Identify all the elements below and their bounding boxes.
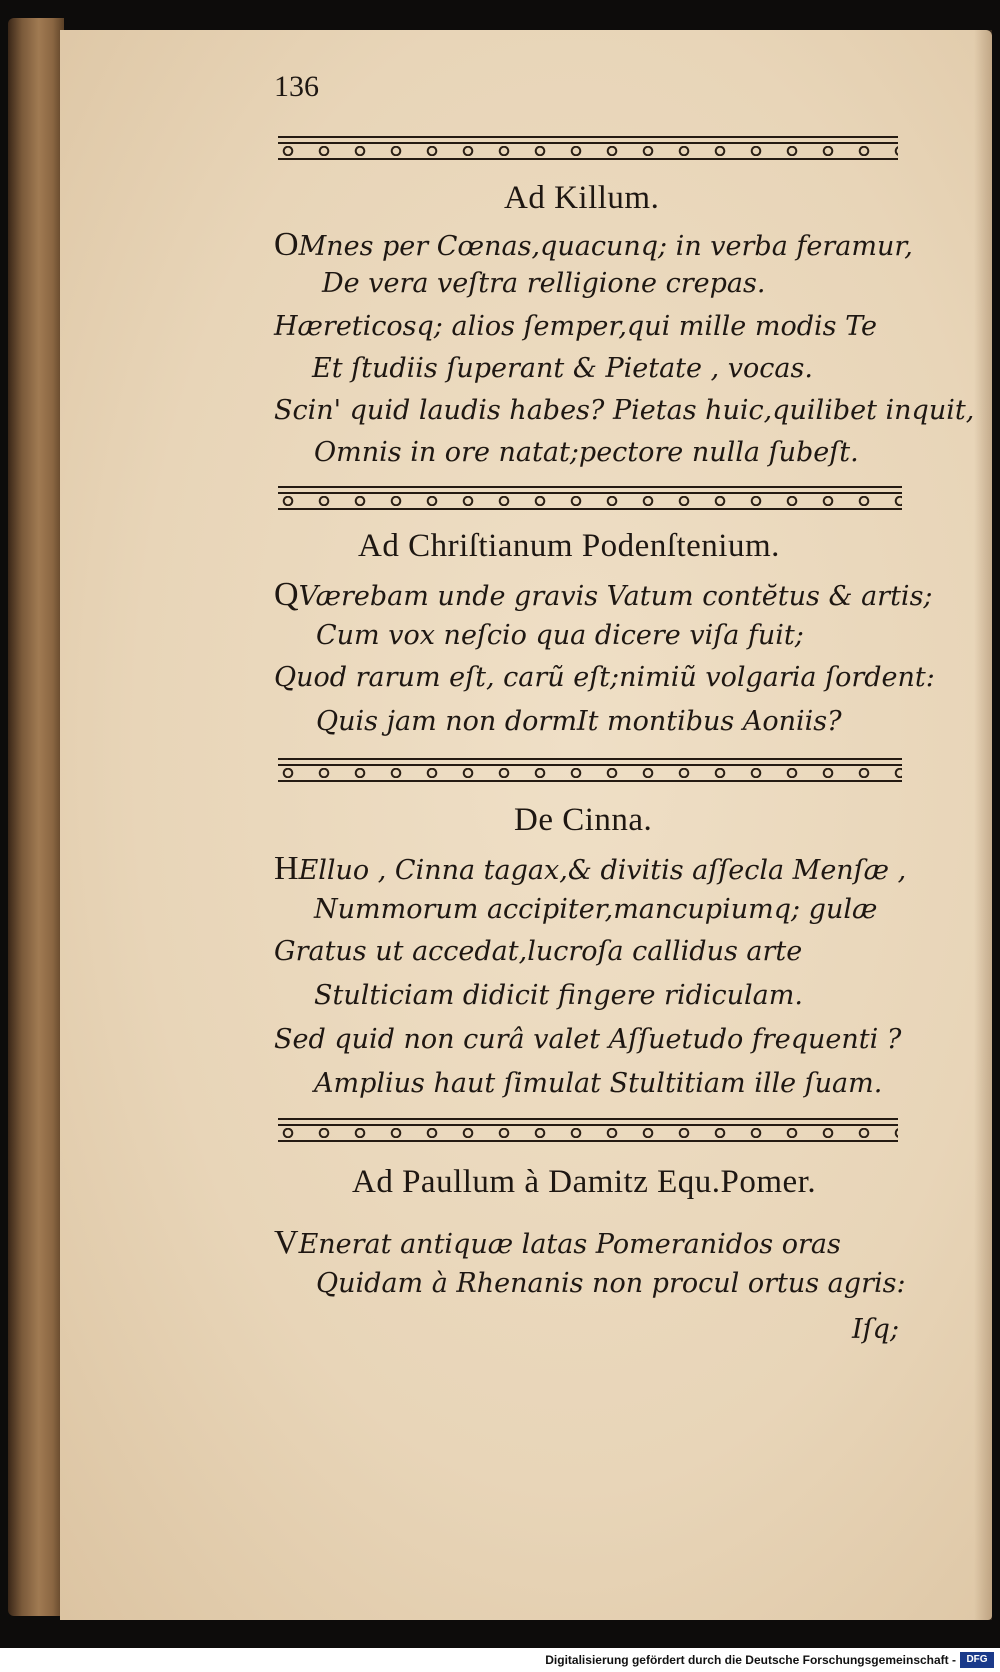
verse-line: Sed quid non curâ valet Aſſuetudo frequenti ? xyxy=(274,1024,902,1055)
verse-line: Hæreticosq; alios ſemper,qui mille modis Te xyxy=(274,311,877,342)
drop-initial: V xyxy=(274,1224,299,1261)
dfg-logo-icon: DFG xyxy=(960,1652,994,1668)
verse-line: Quis jam non dormIt montibus Aoniis? xyxy=(316,706,842,737)
verse-line: Omnis in ore natat;pectore nulla ſubeſt. xyxy=(314,437,859,468)
poem-heading: Ad Paullum à Damitz Equ.Pomer. xyxy=(352,1164,817,1200)
ornamental-rule xyxy=(278,1114,898,1144)
catchword: Iſq; xyxy=(852,1314,900,1345)
ornamental-rule xyxy=(278,754,902,784)
page-gutter-shadow xyxy=(974,30,992,1620)
verse-line: OMnes per Cœnas,quacunq; in verba feramur, xyxy=(274,226,913,263)
drop-initial: Q xyxy=(274,576,299,613)
verse-line: Quod rarum eſt, carũ eſt;nimiũ volgaria ſordent: xyxy=(274,662,935,693)
drop-initial: O xyxy=(274,226,299,263)
verse-line: QVærebam unde gravis Vatum contĕtus & artis; xyxy=(274,576,933,613)
drop-initial: H xyxy=(274,850,299,887)
verse-line: Gratus ut accedat,lucroſa callidus arte xyxy=(274,936,803,967)
verse-line: Scin' quid laudis habes? Pietas huic,quilibet inquit, xyxy=(274,395,975,426)
footer-bar xyxy=(0,1648,1000,1672)
verse-line: Nummorum accipiter,mancupiumq; gulæ xyxy=(314,894,878,925)
ornamental-rule xyxy=(278,482,902,512)
book-page xyxy=(60,30,992,1620)
page-number: 136 xyxy=(274,70,319,103)
poem-heading: De Cinna. xyxy=(514,802,653,838)
poem-heading: Ad Killum. xyxy=(504,180,660,216)
ornamental-rule xyxy=(278,132,898,162)
poem-heading: Ad Chriſtianum Podenſtenium. xyxy=(358,528,780,564)
book-page-edges xyxy=(8,18,64,1616)
funding-credit: Digitalisierung gefördert durch die Deutsche Forschungsgemeinschaft - xyxy=(545,1653,956,1667)
verse-line: VEnerat antiquæ latas Pomeranidos oras xyxy=(274,1224,841,1261)
verse-line: De vera veſtra relligione crepas. xyxy=(322,268,766,299)
verse-line: Quidam à Rhenanis non procul ortus agris: xyxy=(316,1268,906,1299)
verse-line: Stulticiam didicit fingere ridiculam. xyxy=(314,980,803,1011)
verse-line: Amplius haut ſimulat Stultitiam ille ſuam. xyxy=(314,1068,883,1099)
verse-line: Et ſtudiis ſuperant & Pietate , vocas. xyxy=(312,353,813,384)
verse-line: Cum vox neſcio qua dicere viſa fuit; xyxy=(316,620,804,651)
verse-line: HElluo , Cinna tagax,& divitis aſſecla Menſæ , xyxy=(274,850,907,887)
